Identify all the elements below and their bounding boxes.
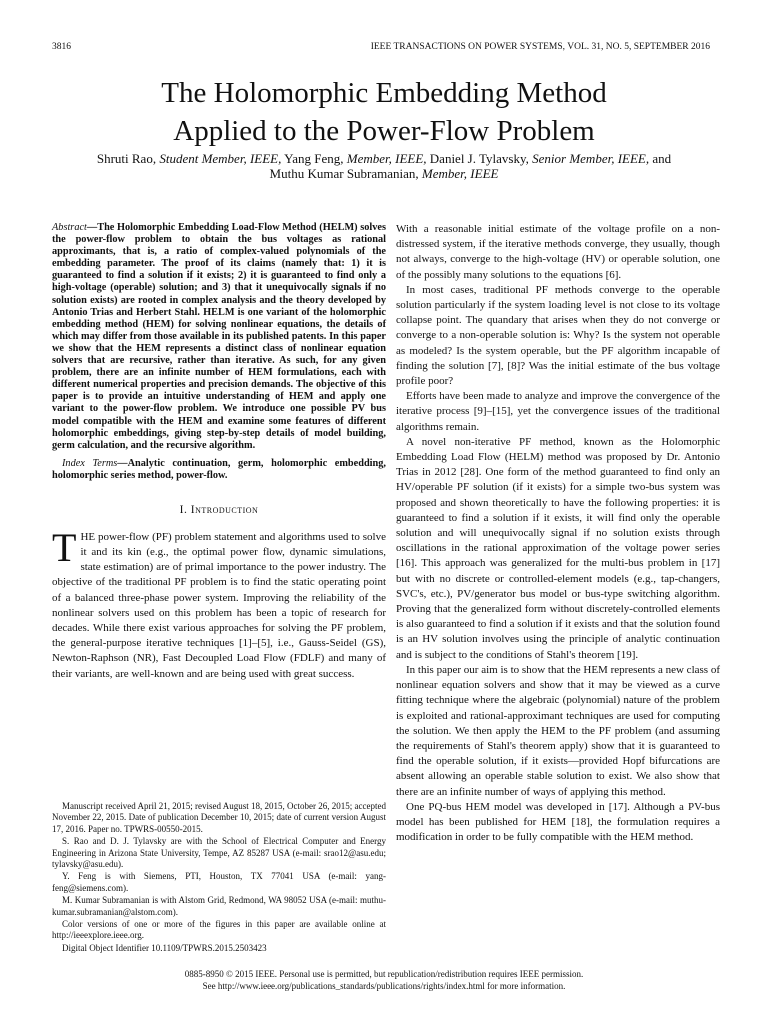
section-title: Introduction <box>190 503 259 516</box>
copyright-line: 0885-8950 © 2015 IEEE. Personal use is permitted, but republication/redistribution requires IEEE permission. <box>184 969 584 979</box>
journal-header: IEEE TRANSACTIONS ON POWER SYSTEMS, VOL. 31, NO. 5, SEPTEMBER 2016 <box>370 42 710 52</box>
body-paragraph: One PQ-bus HEM model was developed in [17]. Although a PV-bus model has been published for HEM [18], the formulation requires a modification in order to be fully compatible with the HEM method. <box>396 800 720 844</box>
body-paragraph: Efforts have been made to analyze and improve the convergence of the iterative process [9]–[15], yet the convergence issues of the traditional algorithms remain. <box>396 390 720 433</box>
author-line-1 <box>40 151 728 166</box>
abstract-text: —The Holomorphic Embedding Load-Flow Method (HELM) solves the power-flow problem to obtain the bus voltages as rational approximants, that is, a ratio of complex-valued polynomials of the embedding parameter. The proof of its claims (namely that: 1) it is guaranteed to find a solution if it exists; 2) it is guaranteed to find only a high-voltage (operable) solution; and 3) that it unequivocally signals if no solution exists) are rooted in complex analysis and the theory developed by Antonio Trias and Herbert Stahl. HELM is one variant of the holomorphic embedding method (HEM) for solving nonlinear equations, the details of which may differ from those available in its published patents. In this paper we show that the HEM represents a distinct class of nonlinear equation solvers that are recursive, rather than iterative. As such, for any given problem, there are an infinite number of HEM formulations, each with different numerical properties and precision demands. The objective of this paper is to provide an intuitive understanding of HEM and apply one variant to the power-flow problem. We introduce one possible PV bus model compatible with the HEM and examine some features of different holomorphic embeddings, giving step-by-step details of model building, germ calculation, and the recursive algorithm. <box>52 222 386 451</box>
author-conjunction: and <box>652 151 672 166</box>
footnote-color-note: Color versions of one or more of the figures in this paper are available online at http://ieeexplore.ieee.org. <box>52 919 386 941</box>
section-heading <box>52 503 386 518</box>
intro-paragraph <box>52 524 386 682</box>
index-terms-lead: Index Terms <box>62 457 118 469</box>
rights-link-line: See http://www.ieee.org/publications_standards/publications/rights/index.html for more information. <box>202 981 566 991</box>
author-line-2 <box>40 166 728 181</box>
left-column <box>52 222 386 682</box>
author-membership: Senior Member, IEEE, <box>532 151 650 166</box>
footnote-doi: Digital Object Identifier 10.1109/TPWRS.2015.2503423 <box>62 942 267 953</box>
intro-first-word: HE <box>80 530 96 543</box>
body-paragraph: In most cases, traditional PF methods converge to the operable solution particularly if the system loading level is not close to its voltage collapse point. The quandary that arises when they do not converge or converge to a non-operable solution is: Why? Is the system not operable as modeled? Is the system operable, but the PF algorithm incapable of finding the solution [7], [8]? Was the initial estimate of the bus voltage profile poor? <box>396 283 720 388</box>
author-membership: Student Member, IEEE, <box>159 151 282 166</box>
author-list <box>40 151 728 181</box>
body-paragraph: In this paper our aim is to show that the HEM represents a new class of nonlinear equation solvers and show that it may be viewed as a curve fitting technique where the algebraic (polynomial) nature of the problem is exploited and rational-approximant techniques are used for computing the solution. We then apply the HEM to the PF problem (and assuming the requirements of Stahl's theorem apply) show that it is guaranteed to find the operable solution, if it exists—provided Hopf bifurcations are absent allowing an operable stable solution to exist. We also show that there are an infinite number of ways of applying this method. <box>396 663 720 798</box>
author-name: Shruti Rao, <box>96 151 157 166</box>
author-name: Yang Feng, <box>284 151 344 166</box>
body-paragraph: With a reasonable initial estimate of the voltage profile on a non-distressed system, if the iterative methods converge, they usually, though not always, converge to the high-voltage (HV) or operable solution, one of the possibly many solutions to the equations [6]. <box>396 223 720 281</box>
title-line-1: The Holomorphic Embedding Method <box>161 77 607 109</box>
index-terms-text: —Analytic continuation, germ, holomorphic embedding, holomorphic series method, power-flow. <box>52 457 386 482</box>
page-number: 3816 <box>52 42 71 52</box>
introduction-body <box>52 524 386 682</box>
running-head <box>52 42 710 52</box>
right-column <box>396 222 720 845</box>
index-terms <box>52 458 386 483</box>
intro-text: power-flow (PF) problem statement and algorithms used to solve it and its kin (e.g., the optimal power flow, dynamic simulations, state estimation) are of primal importance to the power industry. The objective of the traditional PF problem is to find the static operating point of a balanced three-phase power system. Improving the reliability of the nonlinear solvers used on this problem has been a topic of research for decades. While there exist various approaches for solving the PF problem, the general-purpose iterative techniques [1]–[5], i.e., Gauss-Seidel (GS), Newton-Raphson (NR), Fast Decoupled Load Flow (FDLF) and many of their variants, are well-known and are being used with great success. <box>52 530 386 680</box>
section-number: I. <box>179 503 188 516</box>
author-name: Muthu Kumar Subramanian, <box>269 166 419 181</box>
paper-title <box>40 74 728 150</box>
author-membership: Member, IEEE, <box>346 151 427 166</box>
footnotes <box>52 801 386 955</box>
author-name: Daniel J. Tylavsky, <box>429 151 529 166</box>
title-line-2: Applied to the Power-Flow Problem <box>173 115 595 147</box>
abstract-lead: Abstract <box>52 222 87 233</box>
copyright-notice <box>40 968 728 992</box>
footnote-affiliation: Y. Feng is with Siemens, PTI, Houston, TX 77041 USA (e-mail: yang-feng@siemens.com). <box>52 871 386 893</box>
author-membership: Member, IEEE <box>421 166 499 181</box>
abstract <box>52 222 386 452</box>
body-paragraph: A novel non-iterative PF method, known as the Holomorphic Embedding Load Flow (HELM) method was proposed by Dr. Antonio Trias in 2012 [28]. One form of the method guaranteed to find only an HV/operable PF solution (if it exists) for a simple two-bus system was proposed and shown theoretically to have the following properties: it is guaranteed to find a solution if it exists, it will find only the operable solution and will unequivocally signal if no solution exists through oscillations in the rational approximation of the voltage power series [16]. This approach was generalized for the multi-bus problem in [17] but with no discrete or controlled-element models (e.g., tap-changers, SVC's, etc.), PV/generator bus model or bus-type switching algorithm. Proving that the generalized form without discretely-controlled elements is also guaranteed to find a solution if it exists and that the solution found is an HV solution involves using the principle of analytic continuation and is subject to the conditions of Stahl's theorem [19]. <box>396 435 720 661</box>
footnote-affiliation: S. Rao and D. J. Tylavsky are with the School of Electrical Computer and Energy Engineering in Arizona State University, Tempe, AZ 85287 USA (e-mail: srao12@asu.edu; tylavsky@asu.edu). <box>52 836 386 870</box>
footnote-manuscript: Manuscript received April 21, 2015; revised August 18, 2015, October 26, 2015; accepted November 22, 2015. Date of publication December 10, 2015; date of current version August 17, 2016. Paper no. TPWRS-00550-2015. <box>52 801 386 834</box>
drop-cap: T <box>52 524 77 570</box>
footnote-affiliation: M. Kumar Subramanian is with Alstom Grid, Redmond, WA 98052 USA (e-mail: muthu-kumar.subramanian@alstom.com). <box>52 895 386 917</box>
